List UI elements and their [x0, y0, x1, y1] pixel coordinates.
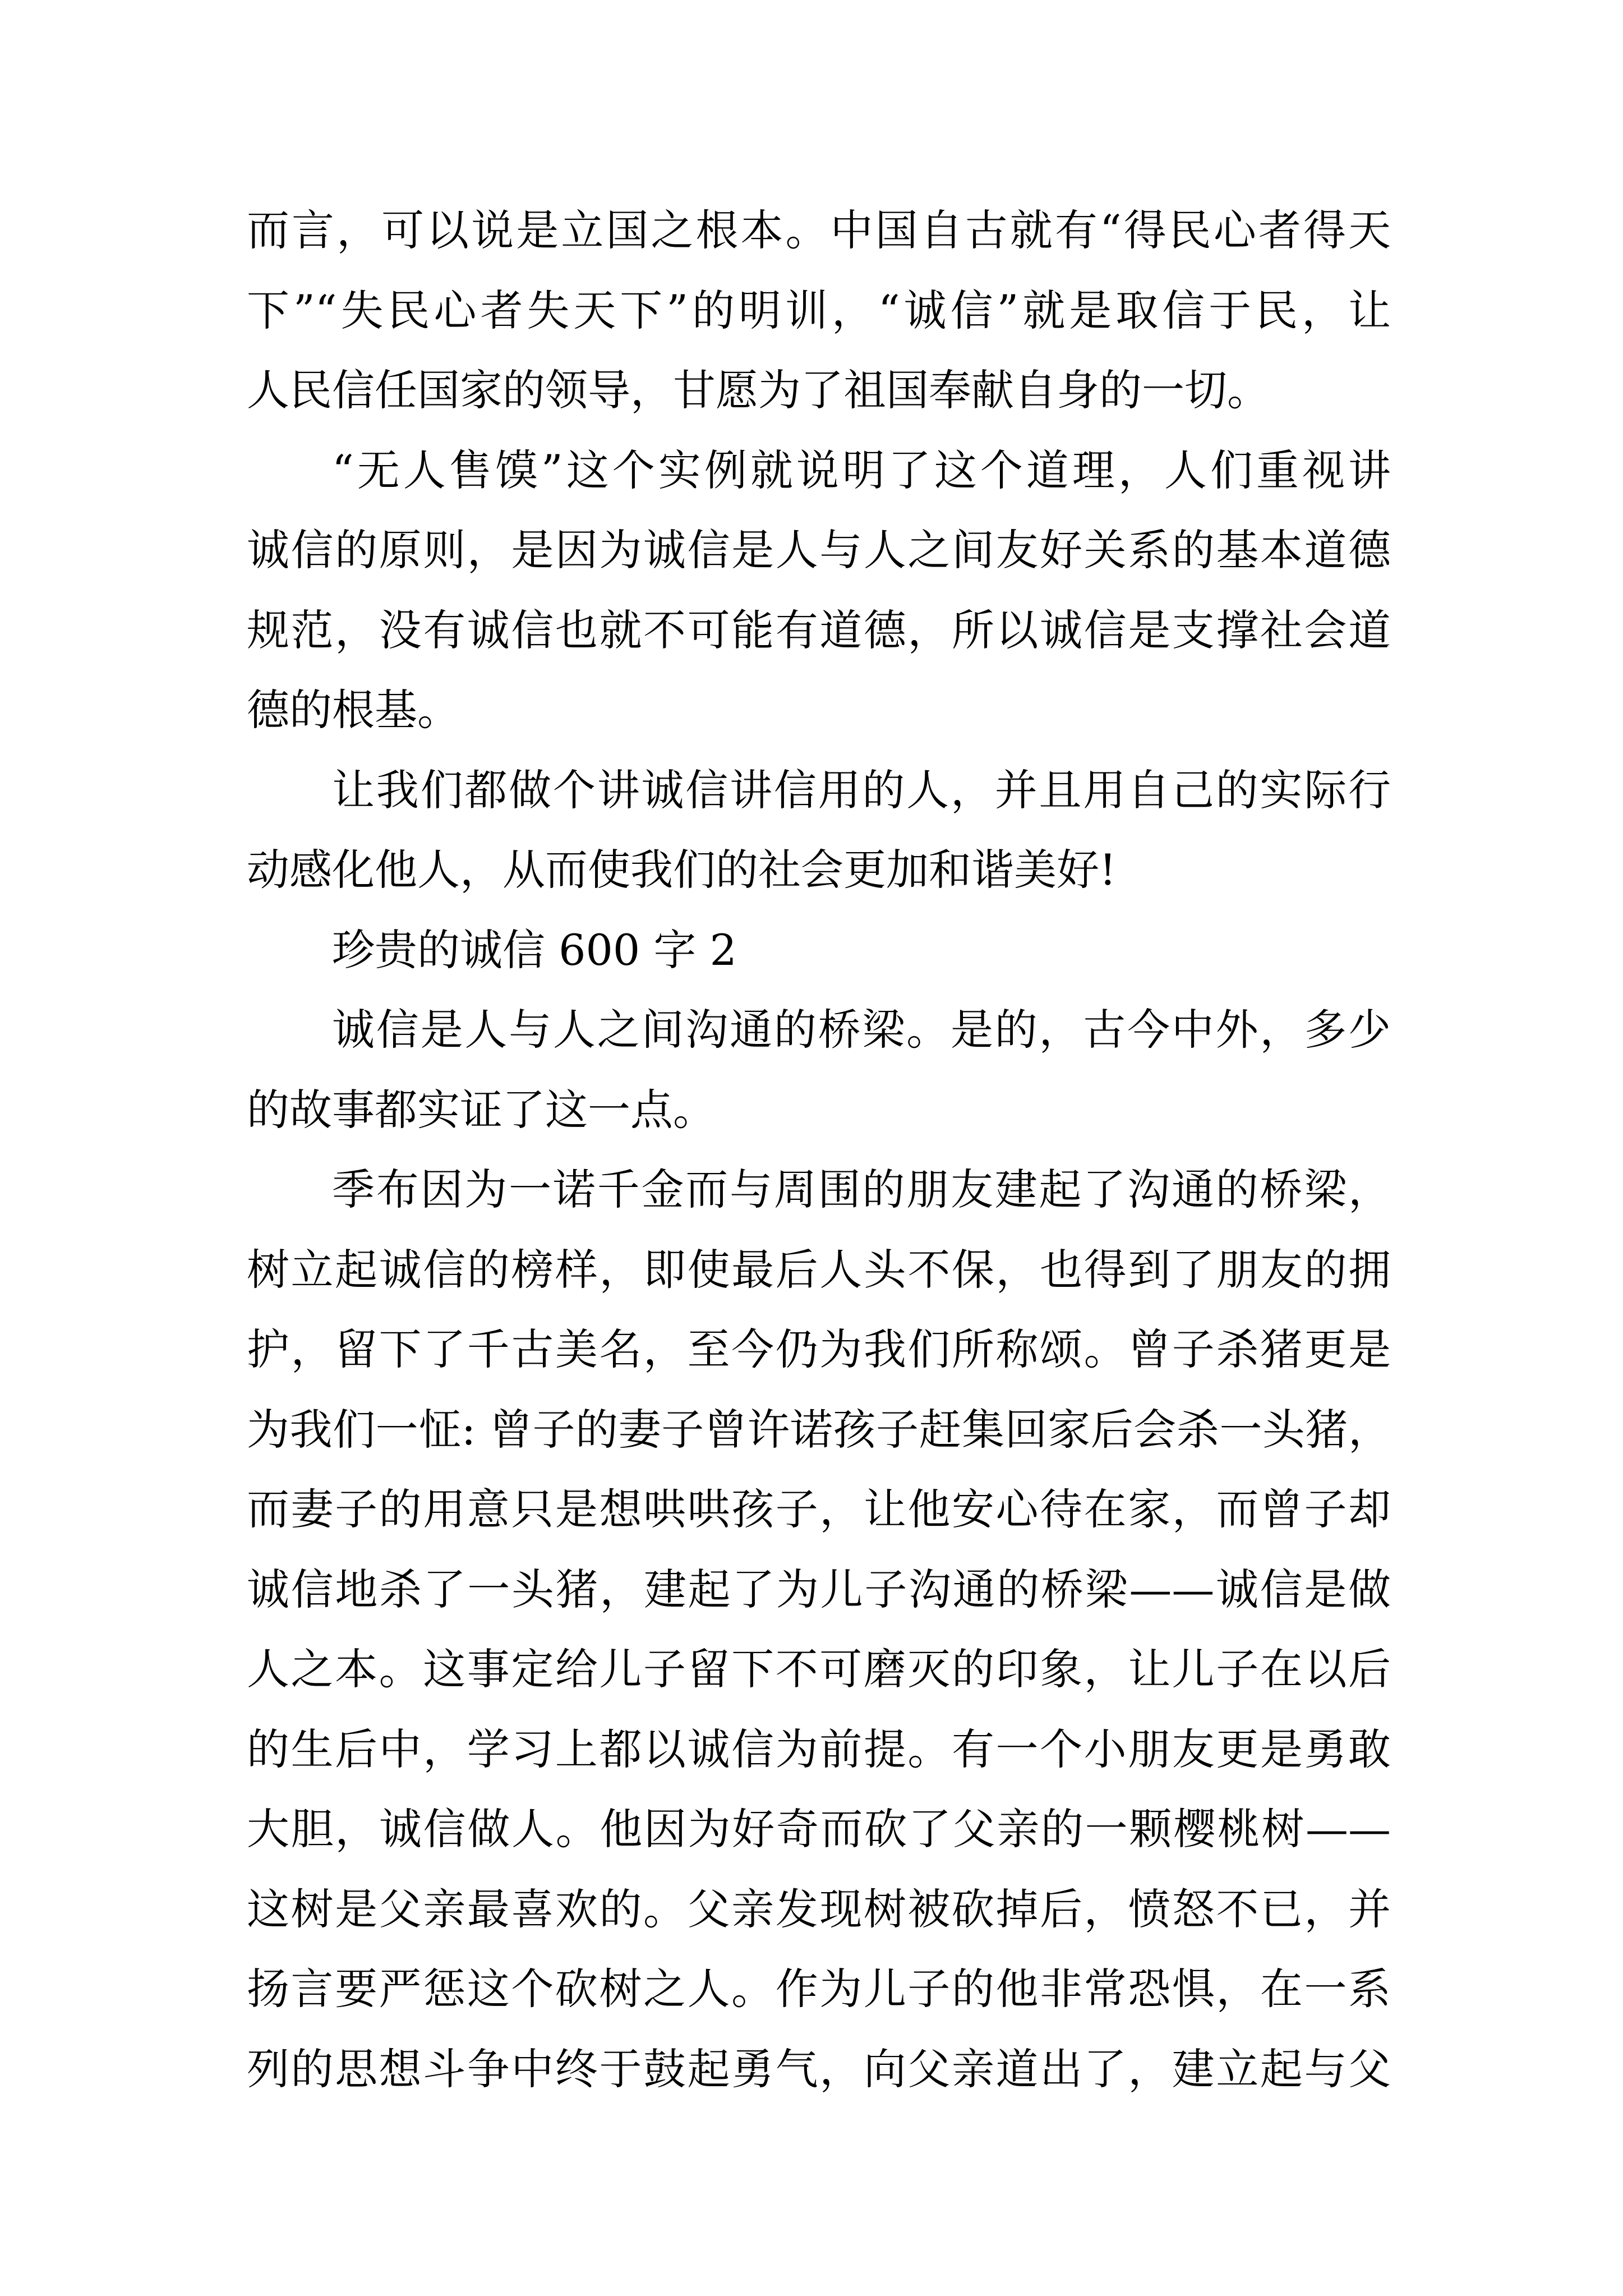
text-line: 人民信任国家的领导，甘愿为了祖国奉献自身的一切。 — [247, 365, 1270, 415]
text-line: 诚信的原则，是因为诚信是人与人之间友好关系的基本道德 — [247, 525, 1391, 575]
text-line: 护，留下了千古美名，至今仍为我们所称颂。曾子杀猪更是 — [247, 1324, 1391, 1374]
text-line: 扬言要严惩这个砍树之人。作为儿子的他非常恐惧，在一系 — [247, 1964, 1391, 2014]
document-body — [247, 191, 1391, 2109]
text-line: 规范，没有诚信也就不可能有道德，所以诚信是支撑社会道 — [247, 605, 1391, 655]
text-line: 的生后中，学习上都以诚信为前提。有一个小朋友更是勇敢 — [247, 1724, 1391, 1774]
text-line: 季布因为一诺千金而与周围的朋友建起了沟通的桥梁， — [332, 1165, 1391, 1214]
text-line: 动感化他人，从而使我们的社会更加和谐美好! — [247, 845, 1117, 895]
text-line: 德的根基。 — [247, 685, 460, 735]
text-line: 让我们都做个讲诚信讲信用的人，并且用自己的实际行 — [332, 765, 1391, 815]
text-line: 诚信是人与人之间沟通的桥梁。是的，古今中外，多少 — [332, 1005, 1391, 1055]
text-line: 人之本。这事定给儿子留下不可磨灭的印象，让儿子在以后 — [247, 1644, 1391, 1694]
text-line: 下”“失民心者失天下”的明训，“诚信”就是取信于民，让 — [247, 285, 1391, 335]
text-line: 诚信地杀了一头猪，建起了为儿子沟通的桥梁——诚信是做 — [247, 1564, 1391, 1614]
text-line: 为我们一怔: 曾子的妻子曾许诺孩子赶集回家后会杀一头猪， — [247, 1404, 1391, 1455]
section-heading: 珍贵的诚信 600 字 2 — [332, 924, 737, 975]
text-line: 树立起诚信的榜样，即使最后人头不保，也得到了朋友的拥 — [247, 1244, 1391, 1295]
text-line: 而妻子的用意只是想哄哄孩子，让他安心待在家，而曾子却 — [247, 1484, 1391, 1534]
text-line: 大胆，诚信做人。他因为好奇而砍了父亲的一颗樱桃树—— — [247, 1804, 1391, 1854]
text-line: 的故事都实证了这一点。 — [247, 1084, 716, 1135]
text-line: 这树是父亲最喜欢的。父亲发现树被砍掉后，愤怒不已，并 — [247, 1884, 1391, 1934]
text-line: “无人售馍”这个实例就说明了这个道理，人们重视讲 — [332, 445, 1391, 495]
text-line: 而言，可以说是立国之根本。中国自古就有“得民心者得天 — [247, 205, 1391, 255]
text-line: 列的思想斗争中终于鼓起勇气，向父亲道出了，建立起与父 — [247, 2044, 1391, 2094]
